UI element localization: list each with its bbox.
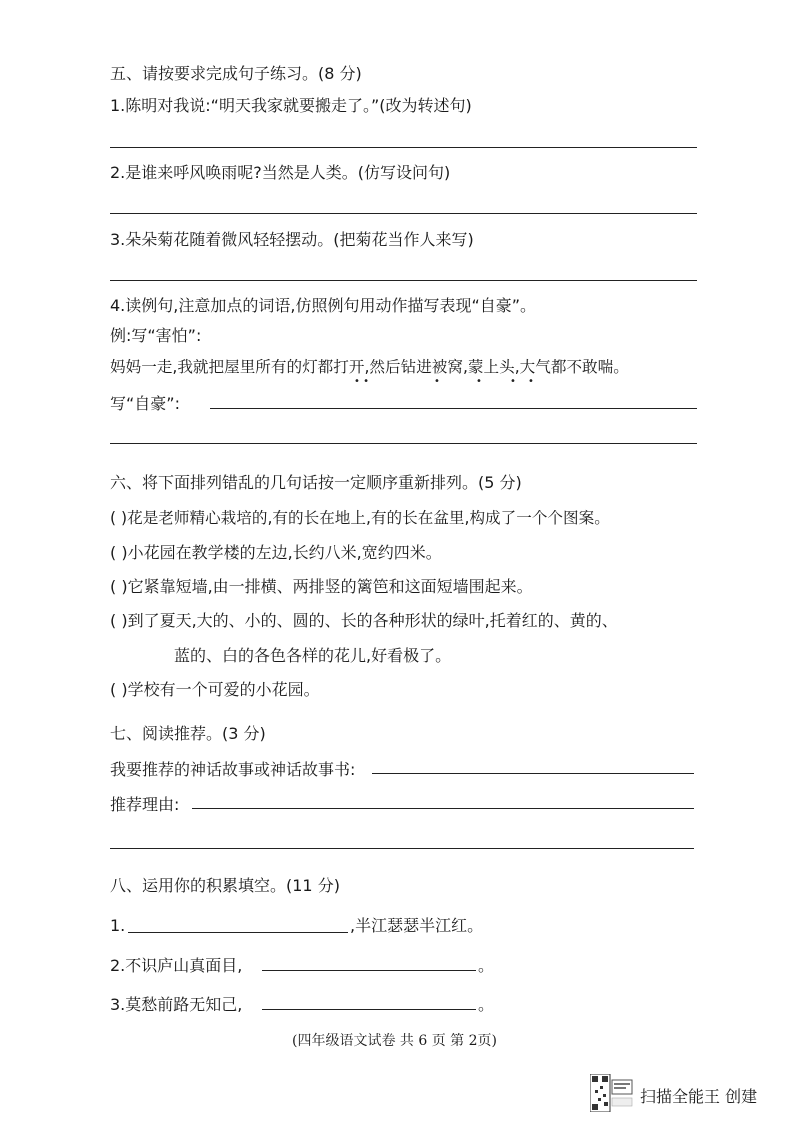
emphasis-dots-1: • • [354,376,369,387]
fill-q2: 2.不识庐山真面目, [110,956,243,975]
emphasis-dots-3: • [476,376,482,387]
reason-label: 推荐理由: [110,795,180,814]
reorder-item-2: ( )小花园在教学楼的左边,长约八米,宽约四米。 [110,543,442,562]
reorder-item-4: ( )到了夏天,大的、小的、圆的、长的各种形状的绿叶,托着红的、黄的、 [110,611,618,630]
fill-q1-number: 1. [110,916,126,935]
answer-line-1[interactable] [110,147,697,148]
reason-answer-line-1[interactable] [192,808,694,809]
answer-line-pride-1[interactable] [210,408,697,409]
fill-q1-blank[interactable] [128,932,348,933]
example-label: 例:写“害怕”: [110,326,202,345]
section-7-title: 七、阅读推荐。(3 分) [110,724,266,743]
fill-q2-blank[interactable] [262,970,476,971]
section-5-title: 五、请按要求完成句子练习。(8 分) [110,64,362,83]
section-8-title: 八、运用你的积累填空。(11 分) [110,876,340,895]
reorder-item-4-continued: 蓝的、白的各色各样的花儿,好看极了。 [174,646,452,665]
section-6-title: 六、将下面排列错乱的几句话按一定顺序重新排列。(5 分) [110,473,522,492]
sec5-question-1: 1.陈明对我说:“明天我家就要搬走了。”(改为转述句) [110,96,472,115]
example-sentence: 妈妈一走,我就把屋里所有的灯都打开,然后钻进被窝,蒙上头,大气都不敢喘。 [110,358,629,376]
emphasis-dots-2: • [434,376,440,387]
sec5-question-2: 2.是谁来呼风唤雨呢?当然是人类。(仿写设问句) [110,163,451,182]
reorder-item-1: ( )花是老师精心栽培的,有的长在地上,有的长在盆里,构成了一个个图案。 [110,509,610,527]
reorder-item-5: ( )学校有一个可爱的小花园。 [110,680,320,699]
answer-line-2[interactable] [110,213,697,214]
scanner-watermark-text: 扫描全能王 创建 [640,1087,758,1106]
fill-q1-tail: ,半江瑟瑟半江红。 [350,916,484,935]
scanner-logo-icon [590,1074,634,1112]
fill-q3: 3.莫愁前路无知己, [110,995,243,1014]
recommend-label: 我要推荐的神话故事或神话故事书: [110,760,356,779]
emphasis-dots-4: • [510,376,516,387]
answer-line-pride-2[interactable] [110,443,697,444]
page-footer: (四年级语文试卷 共 6 页 第 2页) [292,1033,497,1049]
fill-q3-blank[interactable] [262,1009,476,1010]
answer-line-3[interactable] [110,280,697,281]
fill-q3-period: 。 [478,995,495,1014]
sec5-question-3: 3.朵朵菊花随着微风轻轻摆动。(把菊花当作人来写) [110,230,474,249]
recommend-answer-line[interactable] [372,773,694,774]
write-pride-label: 写“自豪”: [110,394,180,413]
emphasis-dots-5: • [528,376,534,387]
reason-answer-line-2[interactable] [110,848,694,849]
reorder-item-3: ( )它紧靠短墙,由一排横、两排竖的篱笆和这面短墙围起来。 [110,577,533,596]
fill-q2-period: 。 [478,956,495,975]
sec5-question-4: 4.读例句,注意加点的词语,仿照例句用动作描写表现“自豪”。 [110,296,537,315]
